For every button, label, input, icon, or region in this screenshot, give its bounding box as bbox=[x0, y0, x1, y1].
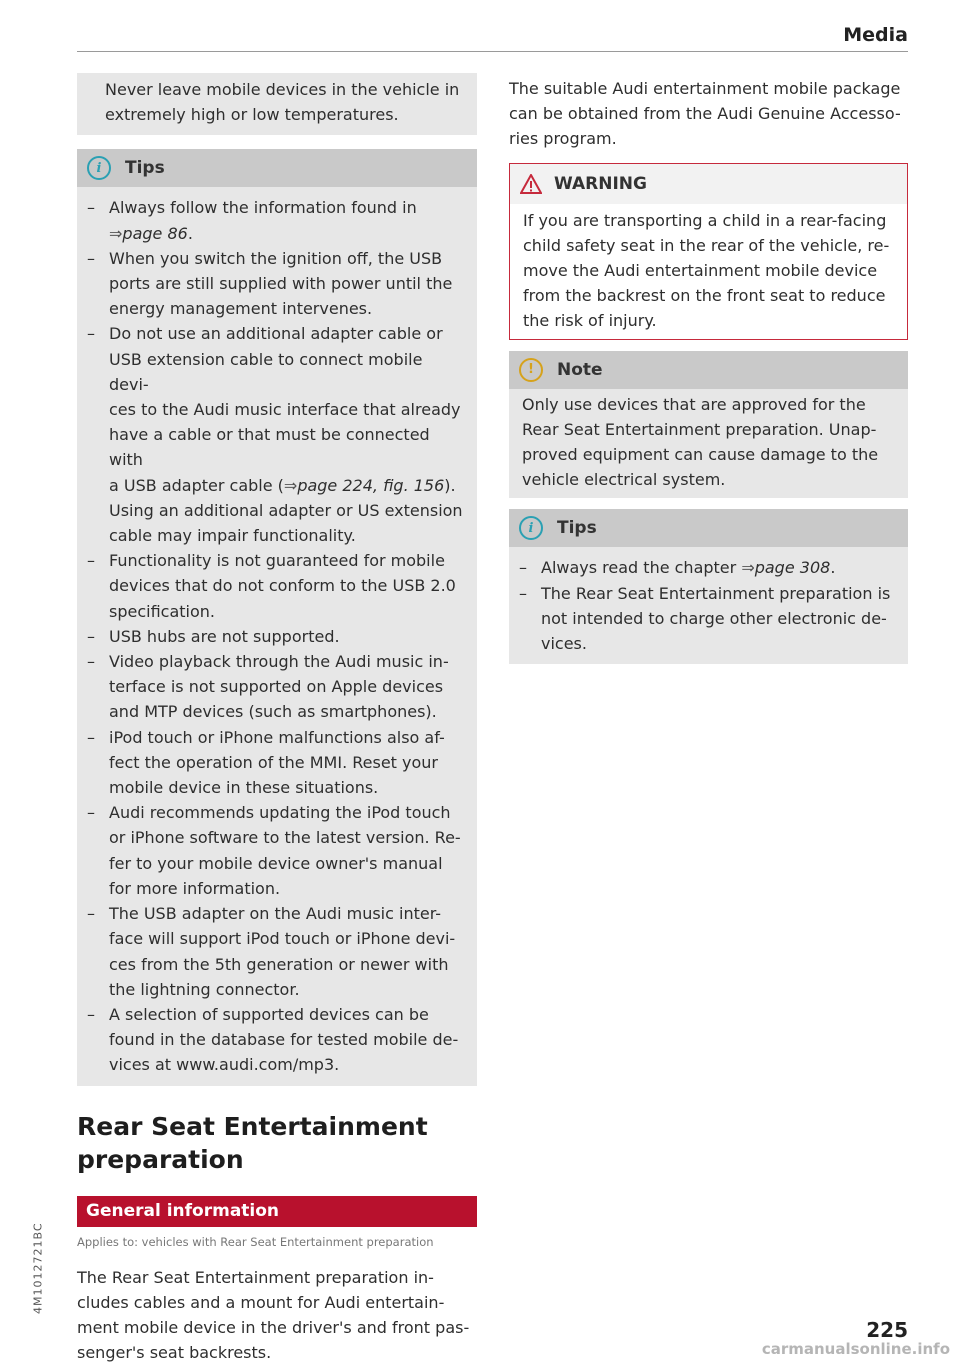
right-column bbox=[509, 76, 908, 664]
note-header bbox=[509, 351, 908, 389]
list-item: – A selection of supported devices can be found in the database for tested mobile de- vices at www.audi.com/mp3. bbox=[87, 1002, 467, 1078]
tip-text: Always follow the information found in bbox=[109, 198, 417, 218]
note-title: Note bbox=[557, 359, 603, 380]
list-item: – Functionality is not guaranteed for mobile devices that do not conform to the USB 2.0 specification. bbox=[87, 548, 467, 624]
tips-list bbox=[509, 547, 908, 664]
list-item: – Video playback through the Audi music in- terface is not supported on Apple devices and MTP devices (such as smartphones). bbox=[87, 649, 467, 725]
list-item: – USB hubs are not supported. bbox=[87, 624, 467, 649]
warning-text: If you are transporting a child in a rear-facing child safety seat in the rear of the vehicle, re- move the Audi entertainment mobile device from the backrest on the front seat to reduce the risk of injury. bbox=[523, 210, 890, 331]
exclamation-icon: ! bbox=[519, 358, 543, 382]
page-reference-link[interactable] bbox=[109, 224, 188, 243]
note-text: Only use devices that are approved for the Rear Seat Entertainment preparation. Unap- proved equipment can cause damage to the vehicle electrical system. bbox=[522, 394, 879, 490]
page-ref-text: page 86 bbox=[122, 223, 188, 243]
list-item: – Audi recommends updating the iPod touch or iPhone software to the latest version. Re- fer to your mobile device owner's manual for more information. bbox=[87, 800, 467, 901]
list-item: – The USB adapter on the Audi music inter- face will support iPod touch or iPhone devi- ces from the 5th generation or newer with the lightning connector. bbox=[87, 901, 467, 1002]
tip-text: . bbox=[187, 223, 193, 243]
warning-box bbox=[509, 163, 908, 340]
arrow-right-icon: ⇒ bbox=[741, 558, 755, 578]
tips-box bbox=[509, 509, 908, 664]
subsection-heading: General information bbox=[77, 1196, 477, 1227]
header-divider bbox=[77, 51, 908, 52]
list-item: – When you switch the ignition off, the USB ports are still supplied with power until the energy management intervenes. bbox=[87, 246, 467, 322]
warning-title: WARNING bbox=[554, 173, 647, 194]
info-icon: i bbox=[87, 156, 111, 180]
tips-title: Tips bbox=[557, 518, 597, 539]
list-item: – Do not use an additional adapter cable or USB extension cable to connect mobile devi- ces to the Audi music interface that already have a cable or that must be connected with a USB adapter cable (⇒page 224, fig. 156). Using an additional adapter or US extension cable may impair functionality. bbox=[87, 321, 467, 548]
arrow-right-icon: ⇒ bbox=[283, 475, 298, 495]
list-item: – iPod touch or iPhone malfunctions also af- fect the operation of the MMI. Reset your mobile device in these situations. bbox=[87, 725, 467, 801]
tips-box bbox=[77, 149, 477, 1085]
arrow-right-icon: ⇒ bbox=[109, 223, 123, 243]
intro-paragraph: The suitable Audi entertainment mobile package can be obtained from the Audi Genuine Accesso- ries program. bbox=[509, 79, 901, 149]
document-code: 4M1012721BC bbox=[31, 1222, 45, 1314]
note-box bbox=[509, 351, 908, 499]
tips-list bbox=[77, 187, 477, 1085]
tips-header bbox=[509, 509, 908, 547]
watermark: carmanualsonline.info bbox=[761, 1340, 950, 1358]
section-title: Media bbox=[843, 24, 908, 46]
section-heading: Rear Seat Entertainment preparation bbox=[77, 1111, 428, 1174]
info-icon: i bbox=[519, 516, 543, 540]
tips-title: Tips bbox=[125, 158, 165, 179]
left-column bbox=[77, 73, 477, 1365]
page-reference-link[interactable]: ⇒page 224, fig. 156 bbox=[283, 475, 445, 495]
intro-notice-box bbox=[77, 73, 477, 135]
list-item bbox=[87, 195, 467, 245]
tips-header bbox=[77, 149, 477, 187]
page-number: 225 bbox=[866, 1318, 908, 1342]
intro-line: Never leave mobile devices in the vehicle in bbox=[105, 80, 460, 99]
list-item: – The Rear Seat Entertainment preparation is not intended to charge other electronic de- vices. bbox=[519, 581, 898, 657]
page-reference-link[interactable]: ⇒page 308 bbox=[741, 558, 831, 578]
warning-header bbox=[510, 164, 907, 204]
intro-line: extremely high or low temperatures. bbox=[105, 105, 399, 125]
warning-triangle-icon bbox=[520, 174, 542, 194]
list-item: – Always read the chapter ⇒page 308. bbox=[519, 555, 898, 580]
applies-to-note: Applies to: vehicles with Rear Seat Entertainment preparation bbox=[77, 1234, 434, 1249]
body-paragraph: The Rear Seat Entertainment preparation in- cludes cables and a mount for Audi entertain- ment mobile device in the driver's and front pas- senger's seat backrests. bbox=[77, 1267, 470, 1363]
